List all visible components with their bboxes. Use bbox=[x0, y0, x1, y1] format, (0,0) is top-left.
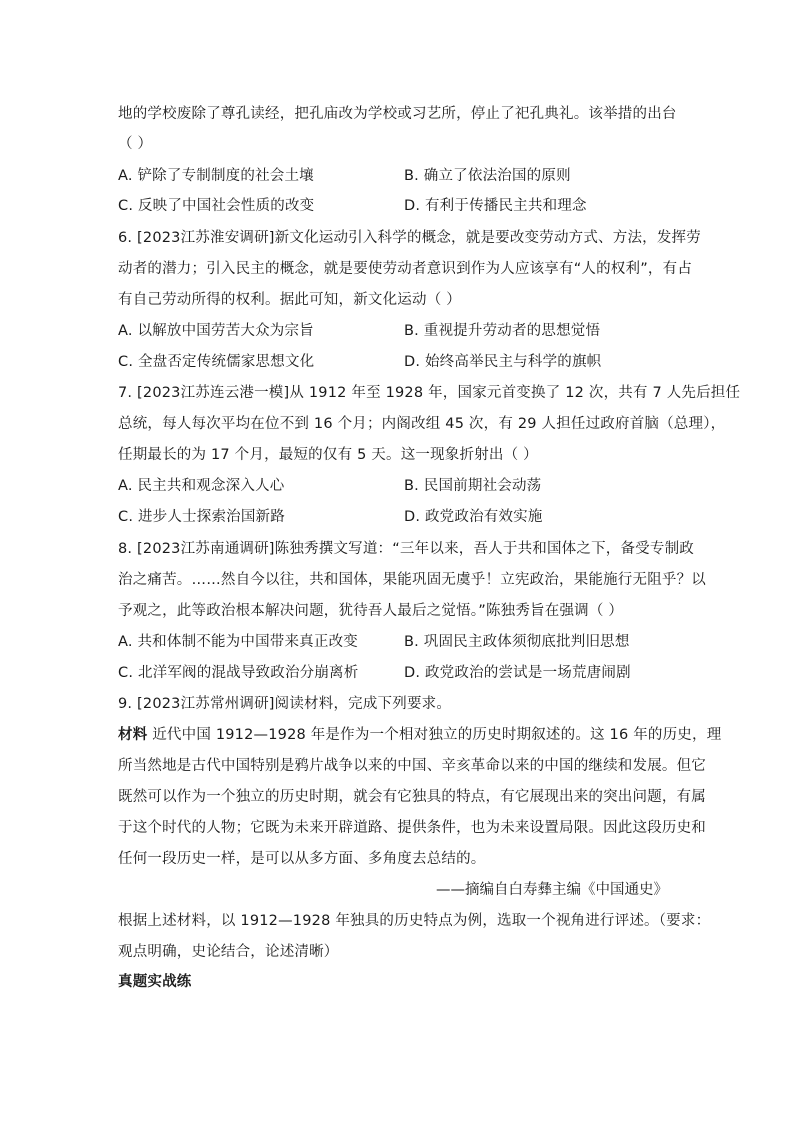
q8-option-b: B. 巩固民主政体须彻底批判旧思想 bbox=[404, 634, 630, 650]
q6-option-d: D. 始终高举民主与科学的旗帜 bbox=[404, 354, 602, 370]
q8-option-d: D. 政党政治的尝试是一场荒唐闹剧 bbox=[404, 665, 631, 681]
q6-option-a: A. 以解放中国劳苦大众为宗旨 bbox=[118, 323, 314, 339]
q5-stem-line1: 地的学校废除了尊孔读经，把孔庙改为学校或习艺所，停止了祀孔典礼。该举措的出台 bbox=[118, 106, 677, 122]
q7-option-b: B. 民国前期社会动荡 bbox=[404, 478, 542, 494]
q7-option-d: D. 政党政治有效实施 bbox=[404, 509, 543, 525]
material-label: 材料 bbox=[118, 727, 148, 743]
section-title: 真题实战练 bbox=[118, 974, 192, 990]
q7-option-a: A. 民主共和观念深入人心 bbox=[118, 478, 285, 494]
q9-material-line1 bbox=[118, 725, 721, 745]
q7-stem-line2: 总统，每人每次平均在位不到 16 个月；内阁改组 45 次，有 29 人担任过政府首脑（总理）， bbox=[118, 416, 726, 432]
q7-stem-line3: 任期最长的为 17 个月，最短的仅有 5 天。这一现象折射出（ ） bbox=[118, 447, 538, 463]
q6-stem-line2: 动者的潜力；引入民主的概念，就是要使劳动者意识到作为人应该享有“人的权利”，有占 bbox=[118, 261, 693, 277]
q9-requirement-line1: 根据上述材料，以 1912—1928 年独具的历史特点为例，选取一个视角进行评述。（要求： bbox=[118, 913, 711, 929]
q7-option-c: C. 进步人士探索治国新路 bbox=[118, 509, 285, 525]
q9-source: ——摘编自白寿彝主编《中国通史》 bbox=[436, 882, 668, 898]
material-text: 近代中国 1912—1928 年是作为一个相对独立的历史时期叙述的。这 16 年的历史，理 bbox=[147, 727, 722, 743]
q9-material-line3: 既然可以作为一个独立的历史时期，就会有它独具的特点，有它展现出来的突出问题，有属 bbox=[118, 789, 706, 805]
q7-stem-line1: 7. [2023江苏连云港一模]从 1912 年至 1928 年，国家元首变换了 12 次，共有 7 人先后担任 bbox=[118, 385, 741, 401]
q5-stem-line2: （ ） bbox=[118, 136, 153, 152]
q9-material-line2: 所当然地是古代中国特别是鸦片战争以来的中国、辛亥革命以来的中国的继续和发展。但它 bbox=[118, 758, 706, 774]
q6-stem-line3: 有自己劳动所得的权利。据此可知，新文化运动（ ） bbox=[118, 292, 461, 308]
q8-stem-line3: 予观之，此等政治根本解决问题，犹待吾人最后之觉悟。”陈独秀旨在强调（ ） bbox=[118, 603, 624, 619]
q6-option-b: B. 重视提升劳动者的思想觉悟 bbox=[404, 323, 601, 339]
q9-requirement-line2: 观点明确，史论结合，论述清晰） bbox=[118, 944, 339, 960]
q9-material-line5: 任何一段历史一样，是可以从多方面、多角度去总结的。 bbox=[118, 851, 486, 867]
q9-material-line4: 于这个时代的人物；它既为未来开辟道路、提供条件，也为未来设置局限。因此这段历史和 bbox=[118, 820, 706, 836]
q8-option-c: C. 北洋军阀的混战导致政治分崩离析 bbox=[118, 665, 359, 681]
q5-option-a: A. 铲除了专制制度的社会土壤 bbox=[118, 168, 314, 184]
q9-stem: 9. [2023江苏常州调研]阅读材料，完成下列要求。 bbox=[118, 696, 452, 712]
q8-stem-line2: 治之痛苦。……然自今以往，共和国体，果能巩固无虞乎！立宪政治，果能施行无阻乎？以 bbox=[118, 572, 706, 588]
q5-option-c: C. 反映了中国社会性质的改变 bbox=[118, 198, 315, 214]
q5-option-b: B. 确立了依法治国的原则 bbox=[404, 168, 571, 184]
q6-stem-line1: 6. [2023江苏淮安调研]新文化运动引入科学的概念，就是要改变劳动方式、方法，发挥劳 bbox=[118, 230, 701, 246]
q6-option-c: C. 全盘否定传统儒家思想文化 bbox=[118, 354, 315, 370]
q5-option-d: D. 有利于传播民主共和理念 bbox=[404, 198, 587, 214]
q8-option-a: A. 共和体制不能为中国带来真正改变 bbox=[118, 634, 358, 650]
q8-stem-line1: 8. [2023江苏南通调研]陈独秀撰文写道：“三年以来，吾人于共和国体之下，备受专制政 bbox=[118, 541, 694, 557]
